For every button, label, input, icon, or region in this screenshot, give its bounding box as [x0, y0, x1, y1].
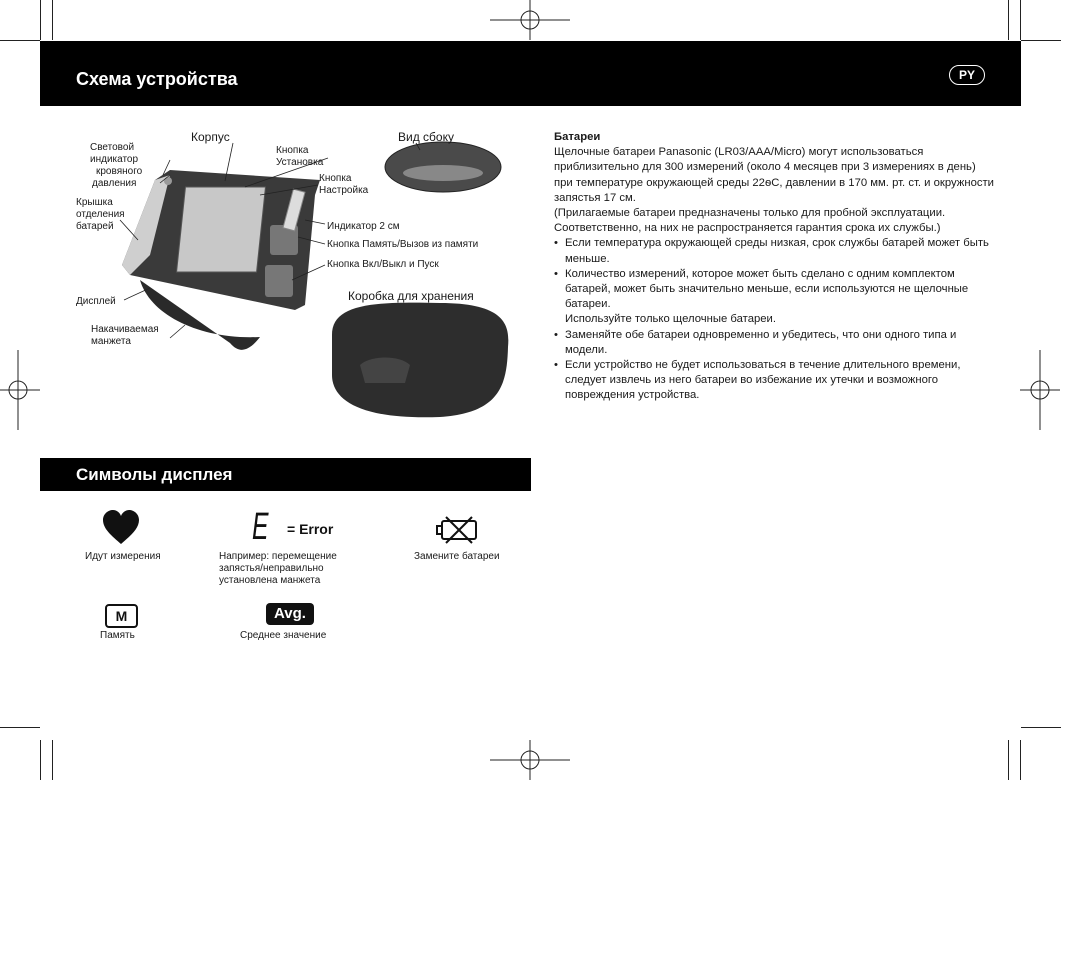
label-storage-box: Коробка для хранения — [348, 289, 474, 303]
label-power-button: Кнопка Вкл/Выкл и Пуск — [327, 259, 439, 270]
battery-replace-icon — [436, 515, 480, 545]
label-cuff-1: Накачиваемая — [91, 324, 159, 335]
label-side-view: Вид сбоку — [398, 130, 454, 144]
error-label-1: Например: перемещение — [219, 551, 337, 562]
bullet-text: Количество измерений, которое может быть сделано с одним комплектом батарей, может быть значительно меньше, если используются не щелочные батареи. — [565, 267, 969, 311]
label-set-button-1: Кнопка — [276, 145, 309, 156]
label-indicator-3: кровяного — [96, 166, 143, 177]
power-button-shape — [265, 265, 293, 297]
label-adjust-button-2: Настройка — [319, 185, 369, 196]
bullet-item: • Если температура окружающей среды низкая, срок службы батарей может быть меньше. — [554, 236, 994, 266]
label-indicator-2: индикатор — [90, 154, 139, 165]
memory-label: Память — [100, 630, 135, 641]
heart-icon — [102, 510, 140, 546]
bullet-item — [554, 267, 994, 328]
label-body: Корпус — [191, 130, 230, 144]
label-indicator-1: Световой — [90, 142, 135, 153]
label-indicator-2cm: Индикатор 2 см — [327, 221, 400, 232]
label-set-button-2: Установка — [276, 157, 324, 168]
error-glyph: E — [252, 506, 269, 548]
indicator-light — [164, 177, 172, 185]
device-display — [177, 187, 266, 272]
label-indicator-4: давления — [92, 178, 137, 189]
label-display: Дисплей — [76, 296, 116, 307]
symbols-bar — [40, 458, 531, 491]
label-adjust-button-1: Кнопка — [319, 173, 352, 184]
header-bar — [40, 41, 1021, 106]
symbols-title: Символы дисплея — [76, 465, 233, 484]
batteries-bullets — [554, 236, 994, 403]
label-cuff-2: манжета — [91, 336, 131, 347]
batteries-intro: Щелочные батареи Panasonic (LR03/AAA/Micro) могут использоваться приблизительно для 300 измерений (около 4 месяцев при 3 измерениях в день) при температуре окружающей среды 22ѳC, давлении в 170 мм. рт. ст. и окружности запястья 17 см. — [554, 146, 994, 204]
average-label: Среднее значение — [240, 630, 327, 641]
batteries-title: Батареи — [554, 131, 601, 143]
bullet-item: • Заменяйте обе батареи одновременно и убедитесь, что они одного типа и модели. — [554, 328, 994, 358]
memory-icon: M — [105, 604, 138, 628]
language-badge: PY — [949, 65, 985, 85]
label-battery-cover-1: Крышка — [76, 197, 113, 208]
battery-label: Замените батареи — [414, 551, 500, 562]
batteries-note: (Прилагаемые батареи предназначены только для пробной эксплуатации. Соответственно, на них не распространяется гарантия срока их службы.) — [554, 207, 946, 235]
error-text: = Error — [287, 521, 334, 537]
bullet-extra: Используйте только щелочные батареи. — [565, 313, 777, 326]
page-title: Схема устройства — [76, 69, 238, 89]
label-battery-cover-3: батарей — [76, 221, 114, 232]
bullet-item: • Если устройство не будет использоваться в течение длительного времени, следует извлечь из него батареи во избежание их утечки и возможного повреждения устройства. — [554, 358, 994, 404]
batteries-section — [554, 130, 994, 404]
storage-box-shape — [332, 303, 508, 418]
label-memory-button: Кнопка Память/Вызов из памяти — [327, 239, 479, 250]
average-icon: Avg. — [266, 603, 314, 625]
label-battery-cover-2: отделения — [76, 209, 125, 220]
error-label-3: установлена манжета — [219, 575, 321, 586]
error-label-2: запястья/неправильно — [219, 563, 324, 574]
heart-label: Идут измерения — [85, 551, 161, 562]
